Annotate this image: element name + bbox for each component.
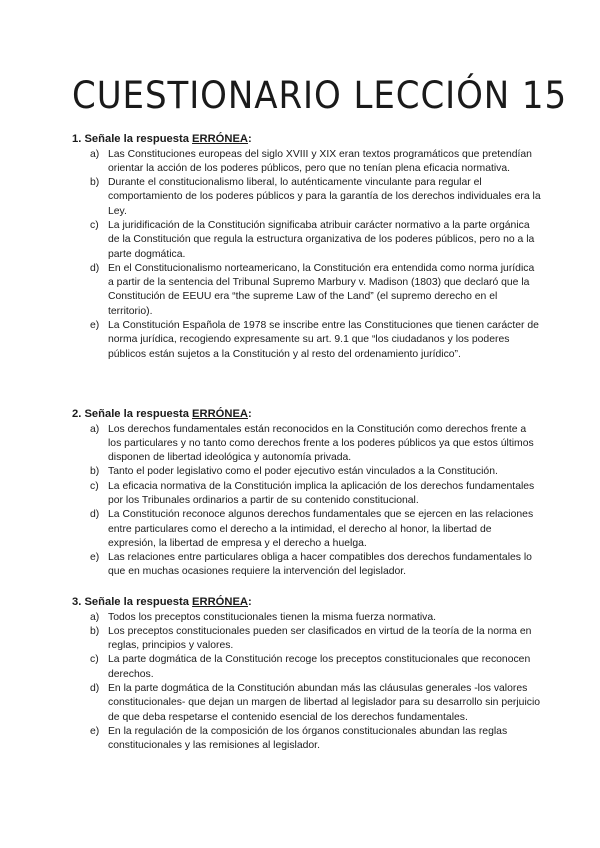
option-e bbox=[72, 551, 542, 580]
question-heading bbox=[72, 595, 542, 610]
option-letter: c) bbox=[90, 480, 99, 492]
question-number: 2. bbox=[72, 408, 82, 420]
option-text: En la regulación de la composición de los órganos constitucionales abundan las reglas constitucionales y las remisiones al legislador. bbox=[108, 725, 508, 752]
question-prompt: Señale la respuesta bbox=[84, 408, 189, 420]
option-text: La Constitución Española de 1978 se inscribe entre las Constituciones que tienen carácter de norma jurídica, recogiendo expresamente su art. 9.1 que “los ciudadanos y los poderes públicos están sujetos a la Constitución y al resto del ordenamiento jurídico”. bbox=[108, 320, 539, 360]
question-1 bbox=[72, 132, 542, 362]
option-c bbox=[72, 480, 542, 509]
option-text: Las relaciones entre particulares obliga a hacer compatibles dos derechos fundamentales lo que en muchas ocasiones requiere la intervención del legislador. bbox=[108, 552, 532, 578]
question-number: 3. bbox=[72, 596, 82, 608]
option-b bbox=[72, 176, 542, 219]
option-letter: a) bbox=[90, 611, 100, 623]
option-c bbox=[72, 219, 542, 262]
question-suffix: : bbox=[248, 408, 252, 420]
option-letter: d) bbox=[90, 509, 100, 521]
option-text: La parte dogmática de la Constitución recoge los preceptos constitucionales que reconocen derechos. bbox=[108, 654, 531, 680]
option-letter: d) bbox=[90, 262, 100, 274]
option-text: En el Constitucionalismo norteamericano, la Constitución era entendida como norma jurídica a partir de la sentencia del Tribunal Supremo Marbury v. Madison (1803) que declaró que la Constitución de EEUU era “the supreme Law of the Land” (el supremo derecho en el territorio). bbox=[108, 262, 535, 317]
option-letter: e) bbox=[90, 552, 100, 564]
option-letter: e) bbox=[90, 725, 100, 737]
option-text: La Constitución reconoce algunos derechos fundamentales que se ejercen en las relaciones entre particulares como el derecho a la intimidad, el derecho al honor, la libertad de expresión, la libertad de empresa y el derecho a huelga. bbox=[108, 509, 534, 549]
option-text: La juridificación de la Constitución significaba atribuir carácter normativo a la parte orgánica de la Constitución que regula la estructura organizativa de los poderes públicos, pero no a la parte dogmática. bbox=[108, 219, 535, 260]
option-letter: a) bbox=[90, 423, 100, 435]
question-suffix: : bbox=[248, 133, 252, 145]
option-text: Tanto el poder legislativo como el poder ejecutivo están vinculados a la Constitución. bbox=[108, 466, 498, 478]
option-d bbox=[72, 262, 542, 319]
option-letter: d) bbox=[90, 682, 100, 694]
option-e bbox=[72, 319, 542, 362]
option-letter: c) bbox=[90, 219, 99, 231]
option-d bbox=[72, 682, 542, 725]
question-suffix: : bbox=[248, 596, 252, 608]
option-d bbox=[72, 508, 542, 551]
option-text: Los preceptos constitucionales pueden ser clasificados en virtud de la teoría de la norma en reglas, principios y valores. bbox=[108, 625, 532, 652]
option-text: Las Constituciones europeas del siglo XVIII y XIX eran textos programáticos que pretendían orientar la acción de los poderes públicos, pero que no tenían plena eficacia normativa. bbox=[108, 148, 532, 174]
option-letter: b) bbox=[90, 625, 100, 637]
option-text: La eficacia normativa de la Constitución implica la aplicación de los derechos fundamentales por los Tribunales ordinarios a partir de su contenido constitucional. bbox=[108, 480, 535, 506]
option-text: En la parte dogmática de la Constitución abundan más las cláusulas generales -los valores constitucionales- que dejan un margen de libertad al legislador para su desarrollo sin perjuicio de que deba respetarse el contenido esencial de los derechos fundamentales. bbox=[108, 682, 541, 723]
option-text: Los derechos fundamentales están reconocidos en la Constitución como derechos frente a los particulares y no tanto como derechos frente a los poderes públicos ya que estos últimos disponen de libertad ideológica y autonomía privada. bbox=[108, 423, 534, 464]
option-e bbox=[72, 725, 542, 754]
option-letter: a) bbox=[90, 148, 100, 160]
option-a bbox=[72, 611, 542, 625]
option-c bbox=[72, 653, 542, 682]
question-heading bbox=[72, 132, 542, 147]
question-keyword: ERRÓNEA bbox=[192, 408, 248, 420]
option-letter: b) bbox=[90, 466, 100, 478]
question-keyword: ERRÓNEA bbox=[192, 596, 248, 608]
option-letter: e) bbox=[90, 320, 100, 332]
option-letter: b) bbox=[90, 177, 100, 189]
option-b bbox=[72, 465, 542, 479]
page-title: CUESTIONARIO LECCIÓN 15 bbox=[72, 74, 568, 117]
option-text: Todos los preceptos constitucionales tienen la misma fuerza normativa. bbox=[108, 611, 437, 623]
question-keyword: ERRÓNEA bbox=[192, 133, 248, 145]
option-letter: c) bbox=[90, 654, 99, 666]
option-a bbox=[72, 423, 542, 466]
question-prompt: Señale la respuesta bbox=[84, 133, 189, 145]
option-text: Durante el constitucionalismo liberal, lo auténticamente vinculante para regular el comportamiento de los poderes públicos y para la garantía de los derechos individuales era la Ley. bbox=[108, 177, 541, 217]
question-3 bbox=[72, 595, 542, 753]
option-b bbox=[72, 625, 542, 654]
question-heading bbox=[72, 407, 542, 422]
question-number: 1. bbox=[72, 133, 82, 145]
question-prompt: Señale la respuesta bbox=[84, 596, 189, 608]
option-a bbox=[72, 148, 542, 177]
question-2 bbox=[72, 407, 542, 580]
